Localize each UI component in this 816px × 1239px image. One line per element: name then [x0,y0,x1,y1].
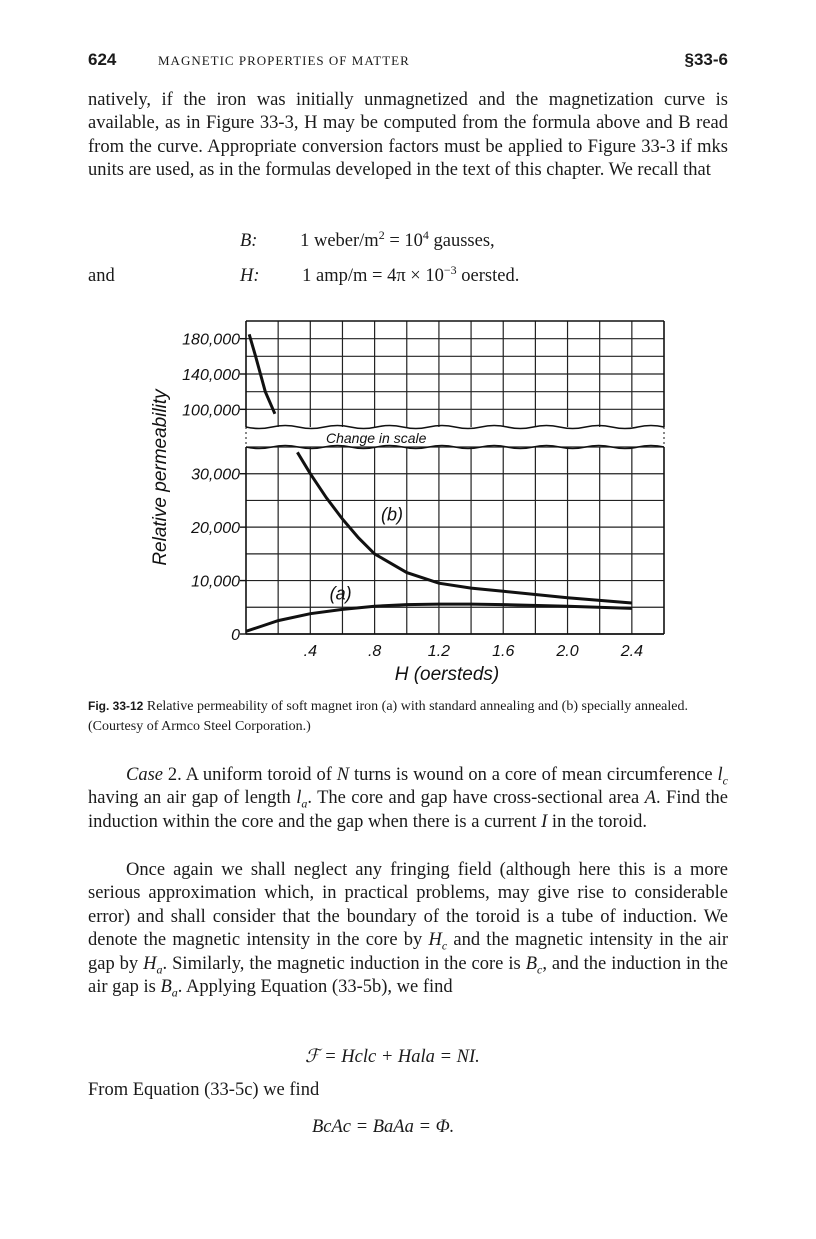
eq-h-rhs: oersted. [456,266,520,286]
y-tick-label: 0 [231,627,240,644]
section-number: §33-6 [684,50,728,69]
x-tick-label: .8 [367,643,382,660]
eq-h-symbol: H: [240,266,260,286]
y-tick-label: 100,000 [182,402,240,420]
equation-b [240,229,495,253]
eq-b-symbol: B: [240,231,258,251]
permeability-chart [0,300,816,700]
chart-axes [240,321,664,634]
y-tick-label: 140,000 [182,367,240,384]
scale-break-wave-upper [246,426,664,429]
eq-b-rhs: gausses, [428,231,495,251]
eq-b-exp: 2 [378,227,385,242]
paragraph-3: Once again we shall neglect any fringing field (although here this is a more serious approximation which, in practical problems, may give rise to considerable error) and shall consider that the boundary of the toroid is a tube of induction. We denote the magnetic intensity in the core by $H_c$ and the magnetic intensity in the air gap by $H_a$. Similarly, the magnetic induction in the core is $B_c$, and the induction in the air gap is $B_a$. Applying Equation (33-5b), we find [88,860,729,1000]
running-title: MAGNETIC PROPERTIES OF MATTER [158,53,410,68]
paragraph-1: natively, if the iron was initially unmagnetized and the magnetization curve is available, as in Figure 33-3, H may be computed from the formula above and B read from the curve. Appropriate conversion factors must be applied to Figure 33-3 if mks units are used, as in the formulas developed in the text of this chapter. We recall that [88,90,728,181]
eq-b-mid: = 10 [384,231,423,251]
x-tick-label: 2.4 [620,643,643,660]
equation-h-body [240,264,519,288]
caption-text: Relative permeability of soft magnet iron (a) with standard annealing and (b) specially annealed. (Courtesy of Armco Steel Corporation.) [88,699,688,734]
eq-b-exp2: 4 [422,227,429,242]
y-tick-label: 30,000 [191,466,240,484]
page-header [88,50,728,72]
series-a-label: (a) [329,583,352,604]
paragraph-4: From Equation (33-5c) we find [88,1080,320,1100]
y-tick-label: 20,000 [191,520,240,538]
x-tick-label: 1.2 [427,643,451,660]
p2-case: Case [126,765,163,785]
paragraph-2: Case 2. A uniform toroid of N turns is wound on a core of mean circumference $l_c$ having an air gap of length $l_a$. The core and gap have cross-sectional area A. Find the induction within the core and the gap when there is a current I in the toroid. [88,765,728,832]
eq-h-lhs: 1 amp/m = 4π × 10 [302,266,444,286]
x-tick-label: .4 [303,643,317,660]
x-tick-label: 2.0 [556,643,579,660]
figure-caption [88,696,728,737]
x-axis-title: H (oersteds) [394,664,500,685]
equation-flux: BcAc = BaAa = Φ. [312,1117,455,1137]
y-axis-title: Relative permeability [150,389,171,566]
equation-h [88,264,115,288]
scale-break-label: Change in scale [326,430,427,446]
page-number: 624 [88,50,117,69]
y-tick-label: 10,000 [191,573,240,591]
eq-b-lhs: 1 weber/m [300,231,379,251]
caption-label: Fig. 33-12 [88,699,144,713]
eq-h-exp: −3 [443,262,457,277]
x-tick-label: 1.6 [492,643,515,660]
series-b-label: (b) [381,504,404,525]
chart-labels [150,332,643,685]
equation-mmf: ℱ = Hclc + Hala = NI. [305,1047,480,1067]
eq-h-lead: and [88,266,115,286]
y-tick-label: 180,000 [182,331,240,349]
